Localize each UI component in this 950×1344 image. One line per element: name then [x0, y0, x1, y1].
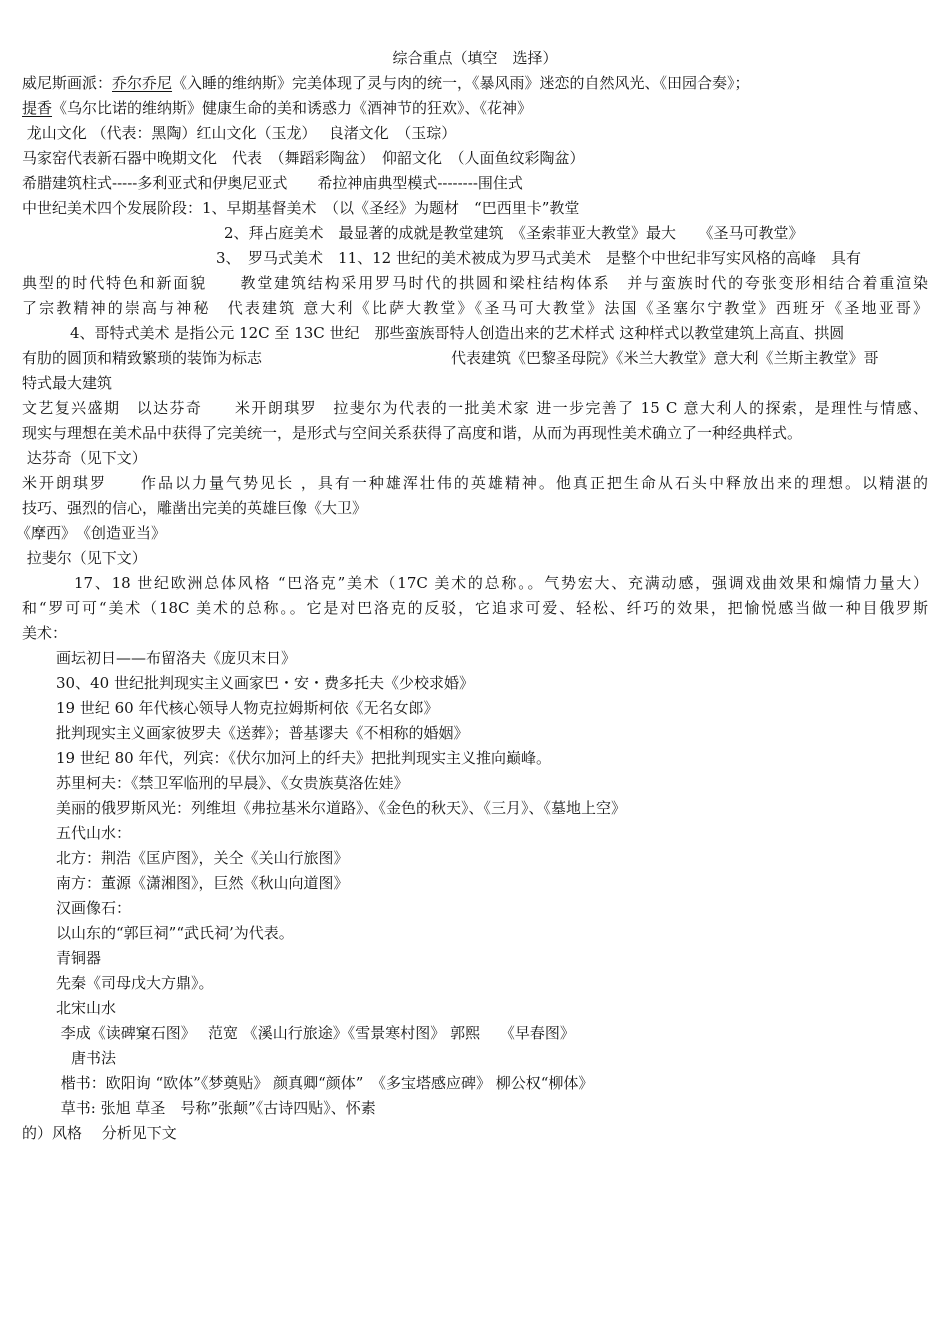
baroque-line: 17、18 世纪欧洲总体风格 “巴洛克”美术（17C 美术的总称。。气势宏大、充满动感，强调戏曲效果和煽情力量大）	[74, 574, 928, 592]
gothic-buildings: 代表建筑《巴黎圣母院》《米兰大教堂》意大利《兰斯主教堂》哥	[451, 349, 879, 367]
russian-art-item: 19 世纪 60 年代核心领导人物克拉姆斯柯依《无名女郎》	[56, 699, 439, 717]
song-landscape-heading: 北宋山水	[56, 999, 117, 1017]
page-title: 综合重点（填空 选择）	[392, 49, 558, 67]
michelangelo-line-cont: 技巧、强烈的信心，雕凿出完美的英雄巨像《大卫》	[22, 499, 368, 517]
medieval-stage-1: 中世纪美术四个发展阶段：1、早期基督美术 （以《圣经》为题材 “巴西里卡”教堂	[22, 199, 580, 217]
regular-script-line: 楷书：欧阳询 “欧体”《梦奠贴》 颜真卿“颜体” 《多宝塔感应碑》 柳公权“柳体》	[56, 1074, 594, 1092]
davinci-line: 达芬奇（见下文）	[22, 449, 147, 467]
style-analysis-line: 的）风格 分析见下文	[22, 1124, 177, 1142]
renaissance-line: 文艺复兴盛期 以达芬奇 米开朗琪罗 拉斐尔为代表的一批美术家 进一步完善了 15 C 意大利人的探索，是理性与情感、	[22, 399, 928, 417]
renaissance-line-cont: 现实与理想在美术品中获得了完美统一，是形式与空间关系获得了高度和谐，从而为再现性美术确立了一种经典样式。	[22, 424, 803, 442]
medieval-stage-3-buildings: 了宗教精神的崇高与神秘 代表建筑 意大利《比萨大教堂》《圣马可大教堂》法国《圣塞尔宁教堂》西班牙《圣地亚哥》	[22, 299, 928, 317]
titian-name: 提香	[22, 99, 53, 117]
five-dynasties-north: 北方：荆浩《匡庐图》，关仝《关山行旅图》	[56, 849, 349, 867]
medieval-stage-4: 4、哥特式美术 是指公元 12C 至 13C 世纪 那些蛮族哥特人创造出来的艺术样式 这种样式以教堂建筑上高直、拱圆	[70, 324, 845, 342]
giorgione-name: 乔尔乔尼	[112, 74, 173, 92]
cursive-script-line: 草书: 张旭 草圣 号称”张颠”《古诗四贴》、怀素	[56, 1099, 376, 1117]
han-stone-heading: 汉画像石：	[56, 899, 132, 917]
gothic-largest: 特式最大建筑	[22, 374, 113, 392]
rococo-line: 和“罗可可“美术（18C 美术的总称。。它是对巴洛克的反驳，它追求可爱、轻松、纤巧的效果，把愉悦感当做一种目俄罗斯	[22, 599, 928, 617]
venice-school-line	[22, 73, 750, 93]
song-landscape-text: 李成《读碑窠石图》 范宽 《溪山行旅途》《雪景寒村图》 郭熙 《早春图》	[56, 1024, 575, 1042]
medieval-stage-4-cont: 有肋的圆顶和精致繁琐的装饰为标志	[22, 349, 263, 367]
russian-art-item: 苏里柯夫：《禁卫军临刑的早晨》、《女贵族莫洛佐娃》	[56, 774, 409, 792]
venice-label: 威尼斯画派：	[22, 74, 113, 92]
five-dynasties-south: 南方：董源《潇湘图》，巨然《秋山向道图》	[56, 874, 349, 892]
majiayao-culture-line: 马家窑代表新石器中晚期文化 代表 （舞蹈彩陶盆） 仰韶文化 （人面鱼纹彩陶盆）	[22, 149, 585, 167]
medieval-stage-3: 3、 罗马式美术 11、12 世纪的美术被成为罗马式美术 是整个中世纪非写实风格的高峰 具有	[216, 249, 861, 267]
titian-works: 《乌尔比诺的维纳斯》健康生命的美和诱惑力《酒神节的狂欢》、《花神》	[52, 99, 533, 117]
russian-art-item: 画坛初日——布留洛夫《庞贝末日》	[56, 649, 297, 667]
bronze-heading: 青铜器	[56, 949, 102, 967]
medieval-stage-3-cont: 典型的时代特色和新面貌 教堂建筑结构采用罗马时代的拱圆和梁柱结构体系 并与蛮族时代的夸张变形相结合着重渲染	[22, 274, 928, 292]
longshan-culture-line: 龙山文化 （代表：黑陶）红山文化（玉龙） 良渚文化 （玉琮）	[22, 124, 457, 142]
russian-art-heading: 美术：	[22, 624, 68, 642]
russian-art-item: 30、40 世纪批判现实主义画家巴・安・费多托夫《少校求婚》	[56, 674, 474, 692]
russian-art-item: 美丽的俄罗斯风光：列维坦《弗拉基米尔道路》、《金色的秋天》、《三月》、《墓地上空》	[56, 799, 627, 817]
titian-line	[22, 98, 532, 118]
russian-art-item: 批判现实主义画家彼罗夫《送葬》；普基谬夫《不相称的婚姻》	[56, 724, 469, 742]
han-stone-text: 以山东的“郭巨祠”“武氏祠’为代表。	[56, 924, 294, 942]
tang-calligraphy-heading: 唐书法	[56, 1049, 117, 1067]
michelangelo-line: 米开朗琪罗 作品以力量气势见长 ，具有一种雄浑壮伟的英雄精神。他真正把生命从石头中释放出来的理想。以精湛的	[22, 474, 928, 492]
giorgione-works: 《入睡的维纳斯》完美体现了灵与肉的统一，《暴风雨》迷恋的自然风光、《田园合奏》；	[172, 74, 750, 92]
raphael-line: 拉斐尔（见下文）	[22, 549, 147, 567]
medieval-stage-2: 2、拜占庭美术 最显著的成就是教堂建筑 《圣索菲亚大教堂》最大 《圣马可教堂》	[224, 224, 804, 242]
five-dynasties-heading: 五代山水：	[56, 824, 132, 842]
michelangelo-works: 《摩西》 《创造亚当》	[16, 524, 167, 542]
bronze-text: 先秦《司母戊大方鼎》。	[56, 974, 214, 992]
greek-architecture-line: 希腊建筑柱式-----多利亚式和伊奥尼亚式 希拉神庙典型模式--------围住式	[22, 174, 523, 192]
russian-art-item: 19 世纪 80 年代，列宾：《伏尔加河上的纤夫》把批判现实主义推向巅峰。	[56, 749, 551, 767]
